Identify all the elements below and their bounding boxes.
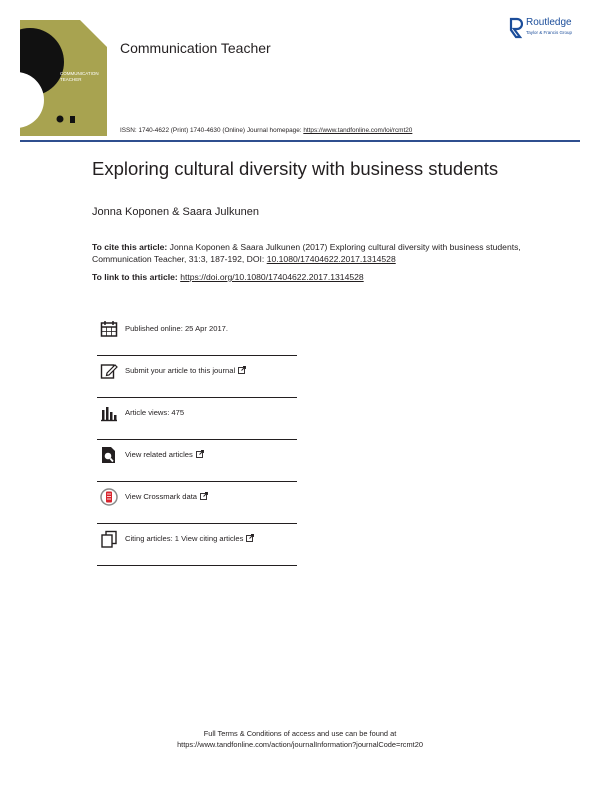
info-label[interactable]: View Crossmark data xyxy=(125,492,208,501)
journal-name[interactable]: Communication Teacher xyxy=(120,40,271,56)
info-published xyxy=(97,314,297,356)
info-label: Published online: 25 Apr 2017. xyxy=(125,324,229,333)
calendar-icon xyxy=(100,320,118,338)
cite-text: Jonna Koponen & Saara Julkunen (2017) Exploring cultural diversity with business students, Communication Teacher, 31:3, 187-192, DOI: xyxy=(92,242,521,264)
article-title: Exploring cultural diversity with business students xyxy=(92,158,499,179)
crossmark-icon xyxy=(100,488,118,506)
journal-cover xyxy=(20,20,107,136)
publisher-tagline: Taylor & Francis Group xyxy=(526,30,573,35)
link-label: To link to this article: xyxy=(92,272,181,282)
routledge-r-icon xyxy=(509,17,523,39)
terms-footer xyxy=(0,728,600,750)
external-link-icon xyxy=(238,366,246,374)
bar-chart-icon xyxy=(100,404,118,422)
article-info-list xyxy=(97,314,297,566)
article-link-block xyxy=(92,272,364,282)
publisher-logo[interactable] xyxy=(509,17,591,49)
external-link-icon xyxy=(196,450,204,458)
doi-url-link[interactable]: https://doi.org/10.1080/17404622.2017.1314528 xyxy=(180,272,364,282)
info-label: Article views: 475 xyxy=(125,408,185,417)
related-search-icon xyxy=(100,446,118,464)
doi-link[interactable]: 10.1080/17404622.2017.1314528 xyxy=(266,254,396,264)
info-related-articles[interactable] xyxy=(97,440,297,482)
publisher-name: Routledge xyxy=(526,17,572,28)
cover-title: COMMUNICATION TEACHER xyxy=(60,71,99,82)
terms-url-link[interactable]: https://www.tandfonline.com/action/journalInformation?journalCode=rcmt20 xyxy=(177,740,423,749)
cite-label: To cite this article: xyxy=(92,242,168,252)
external-link-icon xyxy=(200,492,208,500)
info-submit-article[interactable] xyxy=(97,356,297,398)
info-label[interactable]: View related articles xyxy=(125,450,204,459)
edit-icon xyxy=(100,362,118,380)
citation-block xyxy=(92,241,532,265)
info-article-views xyxy=(97,398,297,440)
header-divider xyxy=(20,140,580,142)
terms-line: Full Terms & Conditions of access and use can be found at xyxy=(203,729,397,738)
info-crossmark[interactable] xyxy=(97,482,297,524)
copy-icon xyxy=(100,530,118,548)
info-label[interactable]: Citing articles: 1 View citing articles xyxy=(125,534,254,543)
article-authors: Jonna Koponen & Saara Julkunen xyxy=(92,206,259,218)
info-citing-articles[interactable] xyxy=(97,524,297,566)
info-label[interactable]: Submit your article to this journal xyxy=(125,366,246,375)
issn-line xyxy=(120,127,412,134)
issn-text: ISSN: 1740-4622 (Print) 1740-4630 (Online) Journal homepage: xyxy=(120,127,304,134)
external-link-icon xyxy=(246,534,254,542)
journal-homepage-link[interactable]: https://www.tandfonline.com/loi/rcmt20 xyxy=(303,127,413,134)
